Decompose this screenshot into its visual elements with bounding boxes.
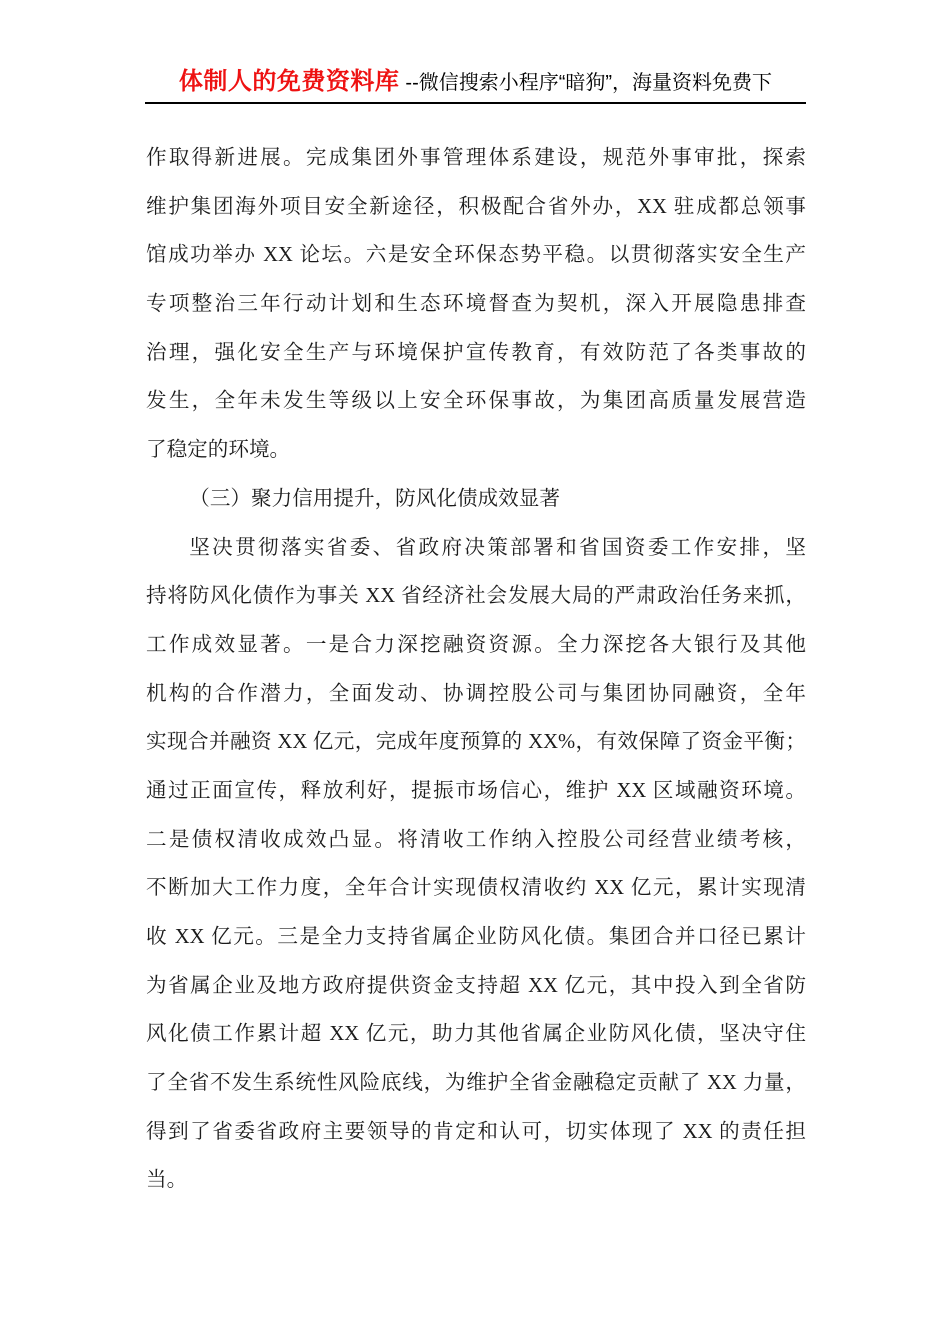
text-line: 维护集团海外项目安全新途径，积极配合省外办，XX 驻成都总领事 (146, 195, 806, 218)
text-line: 工作成效显著。一是合力深挖融资资源。全力深挖各大银行及其他 (146, 633, 806, 656)
text-line: 当。 (146, 1169, 188, 1192)
text-line: 持将防风化债作为事关 XX 省经济社会发展大局的严肃政治任务来抓， (146, 585, 806, 608)
document-body (146, 134, 806, 1205)
brand-title: 体制人的免费资料库 (178, 68, 400, 95)
text-line: 实现合并融资 XX 亿元，完成年度预算的 XX%，有效保障了资金平衡； (146, 731, 806, 754)
header-rule (145, 102, 806, 104)
text-line: 发生，全年未发生等级以上安全环保事故，为集团高质量发展营造 (146, 390, 806, 413)
text-line: 了稳定的环境。 (146, 439, 291, 462)
text-line: 二是债权清收成效凸显。将清收工作纳入控股公司经营业绩考核， (146, 828, 806, 851)
text-line: 了全省不发生系统性风险底线，为维护全省金融稳定贡献了 XX 力量， (146, 1072, 806, 1095)
text-line: （三）聚力信用提升，防风化债成效显著 (189, 487, 560, 510)
header-tagline: --微信搜索小程序“暗狗”，海量资料免费下 (405, 72, 773, 94)
text-line: 机构的合作潜力，全面发动、协调控股公司与集团协同融资，全年 (146, 682, 806, 705)
header-text (145, 66, 806, 99)
text-line: 馆成功举办 XX 论坛。六是安全环保态势平稳。以贯彻落实安全生产 (146, 244, 806, 267)
text-line: 得到了省委省政府主要领导的肯定和认可，切实体现了 XX 的责任担 (146, 1120, 806, 1143)
text-line: 不断加大工作力度，全年合计实现债权清收约 XX 亿元，累计实现清 (146, 877, 806, 900)
text-line: 通过正面宣传，释放利好，提振市场信心，维护 XX 区域融资环境。 (146, 779, 806, 802)
text-line: 风化债工作累计超 XX 亿元，助力其他省属企业防风化债，坚决守住 (146, 1023, 806, 1046)
text-line: 收 XX 亿元。三是全力支持省属企业防风化债。集团合并口径已累计 (146, 926, 806, 948)
text-line: 为省属企业及地方政府提供资金支持超 XX 亿元，其中投入到全省防 (146, 974, 806, 997)
text-line: 治理，强化安全生产与环境保护宣传教育，有效防范了各类事故的 (146, 341, 806, 364)
text-line: 坚决贯彻落实省委、省政府决策部署和省国资委工作安排，坚 (189, 536, 806, 559)
text-line: 作取得新进展。完成集团外事管理体系建设，规范外事审批，探索 (146, 147, 806, 169)
page-header (145, 66, 806, 104)
text-line: 专项整治三年行动计划和生态环境督查为契机，深入开展隐患排查 (146, 293, 806, 316)
